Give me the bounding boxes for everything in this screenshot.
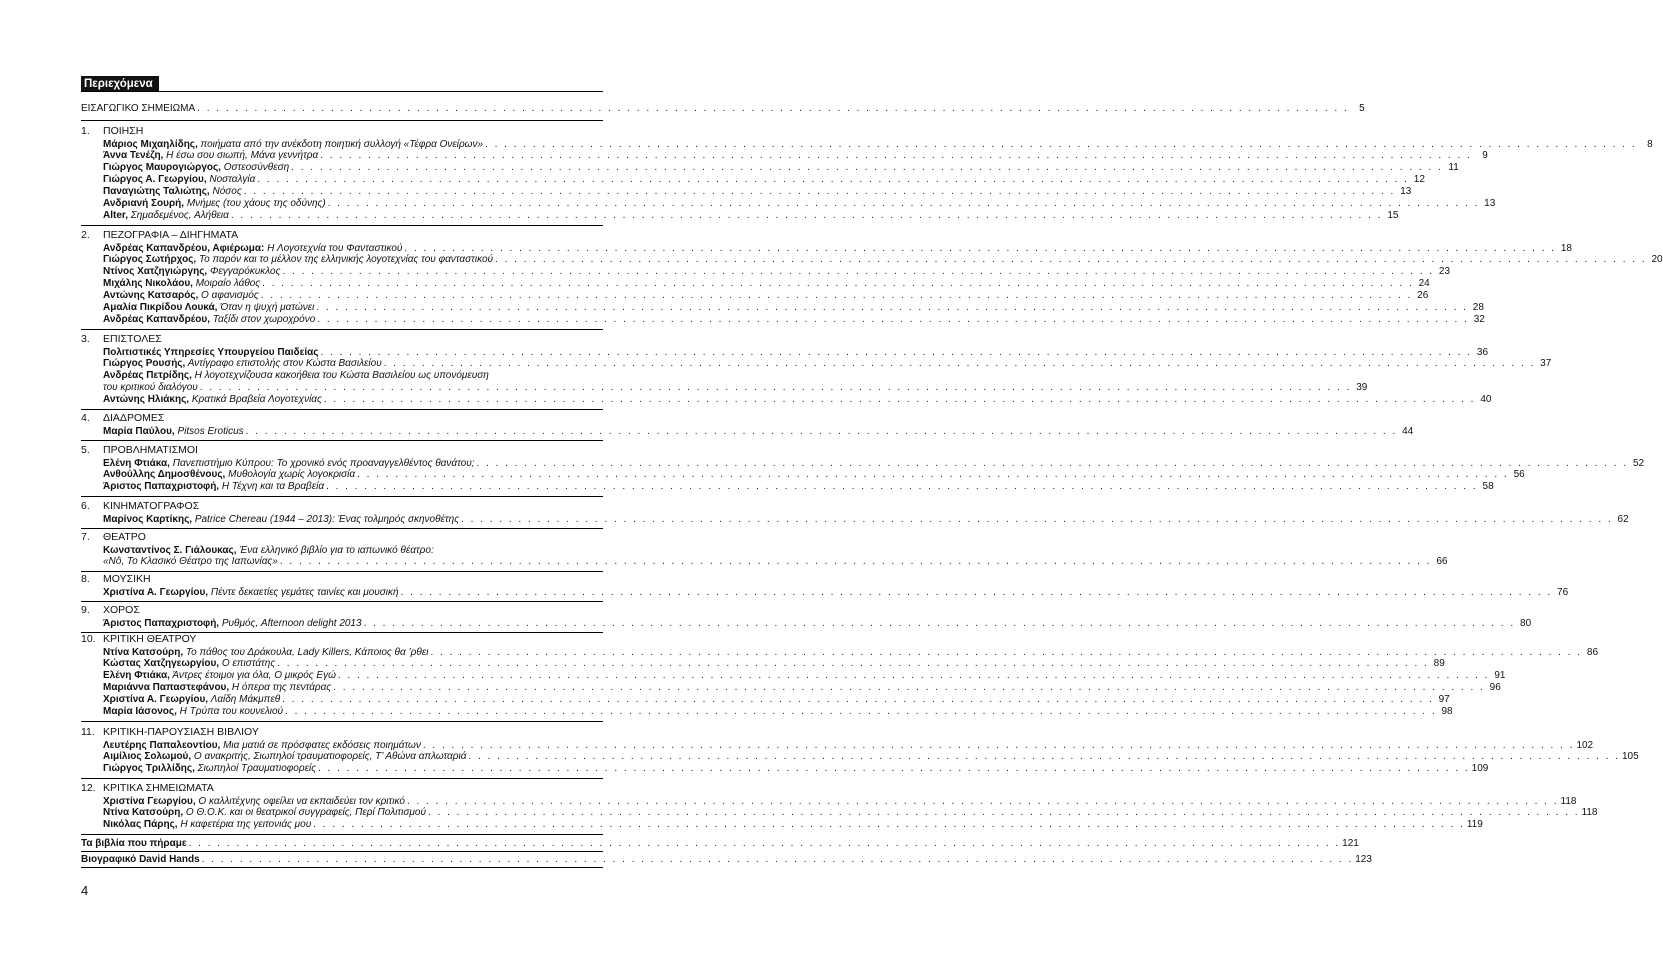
page-ref: 62 [1617, 513, 1629, 525]
entry-text [103, 740, 421, 752]
page-ref: 109 [1471, 763, 1489, 775]
entry-work: Ο Θ.Ο.Κ. και οι θεατρικοί συγγραφείς, Περί Πολιτισμού [183, 807, 426, 819]
entry-work: Κρατικά Βραβεία Λογοτεχνίας [189, 394, 322, 406]
page-ref: 8 [1647, 138, 1653, 150]
dot-leader [285, 706, 1437, 718]
entry-work: Η Τέχνη και τα Βραβεία [219, 481, 325, 493]
page-ref: 86 [1586, 646, 1599, 658]
section-title [81, 412, 164, 424]
entry-text [103, 358, 382, 370]
section-title [81, 726, 259, 738]
section-title [81, 782, 214, 794]
section-divider [81, 601, 603, 602]
entry-text [103, 198, 326, 210]
toc-entry [103, 739, 1594, 752]
page-ref: 52 [1632, 457, 1645, 469]
entry-work: Η λογοτεχνίζουσα κακοήθεια του Κώστα Βασιλείου ως υπονόμευση [191, 370, 489, 382]
page-ref: 91 [1494, 670, 1506, 682]
toc-entry [103, 198, 1496, 210]
page-ref: 98 [1441, 706, 1453, 717]
entry-text [103, 382, 198, 394]
toc-entry [103, 670, 1506, 682]
page-ref: 123 [1355, 854, 1372, 865]
section-divider [81, 440, 603, 441]
entry-text [103, 556, 278, 568]
page-ref: 96 [1489, 682, 1501, 694]
toc-entry [103, 254, 1663, 266]
entry-author: Ντίνα Κατσούρη, [103, 646, 184, 658]
entry-work: Η όπερα της πεντάρας [229, 682, 332, 694]
section-title [81, 444, 198, 456]
section-title [81, 604, 140, 616]
section-heading: ΔΙΑΔΡΟΜΕΣ [103, 412, 165, 424]
entry-author: Ντίνος Χατζηγιώργης, [103, 266, 208, 278]
entry-text [103, 174, 255, 186]
section-heading: ΧΟΡΟΣ [103, 604, 140, 616]
entry-author: Χριστίνα Α. Γεωργίου, [103, 694, 209, 706]
entry-author: Μιχάλης Νικολάου, [103, 278, 193, 290]
dot-leader [326, 481, 1478, 493]
page-ref: 121 [1342, 838, 1359, 849]
toc-entry [103, 646, 1599, 659]
entry-work: Ρυθμός, Afternoon delight 2013 [219, 617, 362, 629]
toc-entry [103, 346, 1489, 359]
section-heading: ΠΕΖΟΓΡΑΦΙΑ – ΔΙΗΓΗΜΑΤΑ [103, 229, 239, 241]
entry-text [103, 587, 399, 599]
entry-work: Ένα ελληνικό βιβλίο για το ιαπωνικό θέατρο: [236, 544, 434, 556]
entry-work: ποιήματα από την ανέκδοτη ποιητική συλλογή «Τέφρα Ονείρων» [197, 138, 484, 150]
section-number: 10. [81, 633, 96, 645]
section-title [81, 633, 196, 645]
entry-text [103, 370, 489, 382]
page-ref: 13 [1484, 198, 1496, 209]
page-ref: 39 [1356, 382, 1368, 394]
section-divider [81, 571, 603, 572]
entry-work: Μυθολογία χωρίς λογοκρισία [225, 469, 356, 481]
entry-author: Αμαλία Πικρίδου Λουκά, [103, 302, 218, 313]
section-title [81, 125, 143, 137]
toc-entry [103, 682, 1501, 694]
page-ref: 9 [1482, 150, 1488, 162]
dot-leader [262, 278, 1414, 290]
entry-work: Μοιραίο λάθος [192, 278, 261, 290]
section-number: 1. [81, 125, 90, 137]
entry-work: Ο επιστάτης [219, 658, 276, 670]
entry-work: Φεγγαρόκυκλος [207, 266, 281, 278]
section-divider [81, 225, 603, 226]
entry-author: Ανδρέας Πετρίδης, [103, 370, 192, 382]
entry-text: Βιογραφικό David Hands [81, 854, 200, 865]
entry-text [103, 819, 311, 831]
entry-work: Μνήμες (του χάους της οδύνης) [184, 198, 326, 209]
entry-work: Το πάθος του Δράκουλα, Lady Killers, Κάποιος θα ’ρθει [183, 646, 429, 658]
dot-leader [231, 210, 1383, 222]
entry-author: Μαρίνος Καρτίκης, [103, 513, 193, 525]
page-ref: 15 [1387, 209, 1399, 221]
page-ref: 13 [1400, 186, 1412, 198]
toc-entry [103, 425, 1414, 438]
entry-author: Αντώνης Κατσαρός, [103, 290, 199, 302]
toc-entry-intro [81, 103, 1365, 115]
toc-entry [103, 242, 1572, 255]
dot-leader [338, 670, 1490, 682]
dot-leader [277, 658, 1429, 670]
toc-entry-closing [81, 854, 1372, 866]
dot-leader [384, 358, 1536, 370]
entry-author: Ελένη Φτιάκα, [103, 457, 170, 469]
page-ref: 97 [1438, 694, 1450, 706]
toc-entry [103, 290, 1429, 302]
section-divider [81, 496, 603, 497]
toc-entry [103, 807, 1598, 819]
dot-leader [495, 254, 1647, 266]
toc-entry [103, 209, 1399, 222]
dot-leader [200, 382, 1352, 394]
page-ref: 118 [1581, 807, 1598, 819]
section-divider [81, 851, 603, 852]
entry-work: Νοσταλγία [206, 174, 256, 186]
entry-work: Patrice Chereau (1944 – 2013): Ένας τολμηρός σκηνοθέτης [192, 513, 460, 525]
section-number: 6. [81, 500, 90, 512]
entry-author: Άριστος Παπαχριστοφή, [103, 481, 220, 493]
dot-leader [282, 266, 1434, 278]
dot-leader [324, 394, 1476, 406]
entry-text [103, 150, 318, 162]
entry-work: Πανεπιστήμιο Κύπρου: Το χρονικό ενός προαναγγελθέντος θανάτου; [169, 457, 475, 469]
toc-entry [103, 763, 1489, 775]
entry-author: Νικόλας Πάρης, [103, 819, 178, 831]
intro-title: ΕΙΣΑΓΩΓΙΚΟ ΣΗΜΕΙΩΜΑ [81, 103, 196, 114]
toc-entry [103, 266, 1451, 278]
toc-entry [103, 617, 1532, 630]
page-ref: 105 [1622, 751, 1639, 763]
entry-author: Λευτέρης Παπαλεοντίου, [103, 739, 221, 751]
entry-work: του κριτικού διαλόγου [103, 382, 198, 394]
entry-author: Αιμίλιος Σολωμού, [103, 751, 192, 763]
entry-author: Γιώργος Τριλλίδης, [103, 763, 195, 775]
entry-author: Χριστίνα Γεωργίου, [103, 795, 196, 807]
toc-entry [103, 751, 1639, 763]
dot-leader [320, 150, 1472, 162]
page-ref: 102 [1576, 739, 1594, 751]
section-heading: ΚΡΙΤΙΚΗ ΘΕΑΤΡΟΥ [103, 633, 197, 645]
dot-leader [316, 302, 1468, 314]
toc-entry [103, 795, 1577, 808]
entry-text [103, 302, 314, 314]
section-title [81, 531, 146, 543]
toc-entry [103, 382, 1368, 394]
toc-entry-closing [81, 838, 1359, 850]
entry-text [103, 618, 362, 630]
section-number: 11. [81, 726, 95, 738]
entry-work: Ο καλλιτέχνης οφείλει να εκπαιδεύει τον κριτικό [195, 795, 405, 807]
entry-work: «Νô, Το Κλασικό Θέατρο της Ιαπωνίας» [103, 556, 278, 568]
toc-entry [103, 706, 1453, 718]
dot-leader [468, 751, 1620, 763]
toc-heading: Περιεχόμενα [81, 76, 159, 92]
entry-author: Παναγιώτης Ταλιώτης, [103, 186, 210, 198]
toc-entry [103, 394, 1492, 406]
entry-text [103, 647, 428, 659]
entry-author: Ανθούλλης Δημοσθένους, [103, 469, 226, 481]
toc-entry [103, 819, 1483, 831]
heading-rule [81, 91, 603, 92]
section-heading: ΠΡΟΒΛΗΜΑΤΙΣΜΟΙ [103, 444, 198, 456]
toc-entry [103, 694, 1450, 706]
dot-leader [485, 139, 1637, 151]
section-number: 8. [81, 573, 90, 585]
entry-text [103, 545, 434, 557]
entry-author: Άννα Τενέζη, [103, 150, 164, 162]
entry-work: Πέντε δεκαετίες γεμάτες ταινίες και μουσική [208, 586, 399, 598]
section-heading: ΚΡΙΤΙΚΗ-ΠΑΡΟΥΣΙΑΣΗ ΒΙΒΛΙΟΥ [103, 726, 259, 738]
entry-author: Ανδριανή Σουρή, [103, 198, 185, 209]
entry-work: Ο αφανισμός [198, 290, 259, 302]
entry-text [103, 243, 402, 255]
entry-text [103, 670, 336, 682]
entry-text [103, 682, 331, 694]
dot-leader [423, 740, 1575, 752]
entry-work: Η καφετέρια της γειτονιάς μου [177, 819, 312, 831]
toc-entry [103, 556, 1448, 568]
page-ref: 36 [1476, 346, 1489, 358]
entry-text [103, 694, 280, 706]
entry-author: Ντίνα Κατσούρη, [103, 807, 184, 819]
entry-author: Γιώργος Σωτήρχος, [103, 254, 197, 266]
section-divider [81, 721, 603, 722]
page-ref: 40 [1480, 394, 1492, 406]
entry-author: Ανδρέας Καπανδρέου, Αφιέρωμα: [103, 242, 265, 254]
page-ref: 76 [1557, 586, 1569, 598]
entry-author: Μαριάννα Παπαστεφάνου, [103, 682, 230, 694]
entry-work: Η Λογοτεχνία του Φανταστικού [264, 242, 403, 254]
section-divider [81, 867, 603, 868]
page-ref: 20 [1651, 254, 1663, 266]
entry-author: Ανδρέας Καπανδρέου, [103, 313, 210, 325]
dot-leader [401, 587, 1553, 599]
section-number: 3. [81, 333, 90, 345]
entry-author: Πολιτιστικές Υπηρεσίες Υπουργείου Παιδείας [103, 346, 319, 358]
entry-work: Μια ματιά σε πρόσφατες εκδόσεις ποιημάτων [220, 739, 421, 751]
dot-leader [430, 647, 1582, 659]
toc-entry [103, 174, 1425, 186]
dot-leader [257, 174, 1409, 186]
toc-entry [103, 138, 1653, 151]
section-title [81, 333, 162, 345]
dot-leader [189, 838, 1341, 850]
section-divider [81, 778, 603, 779]
page-ref: 24 [1418, 278, 1430, 290]
page-ref: 5 [1359, 103, 1365, 114]
page-number: 4 [81, 883, 89, 898]
entry-author: Γιώργος Μαυρογιώργος, [103, 162, 221, 174]
toc-entry [103, 278, 1430, 290]
page-ref: 66 [1436, 556, 1448, 568]
toc-entry [103, 313, 1485, 326]
toc-entry [103, 469, 1525, 481]
toc-entry [103, 457, 1645, 470]
dot-leader [407, 796, 1559, 808]
entry-work: Όταν η ψυχή ματώνει [217, 302, 315, 313]
entry-work: Σημαδεμένος, Αλήθεια [128, 209, 229, 221]
page-ref: 56 [1513, 469, 1525, 481]
entry-author: Alter, [103, 209, 129, 221]
entry-author: Κωνσταντίνος Σ. Γιάλουκας, [103, 544, 237, 556]
section-heading: ΠΟΙΗΣΗ [103, 125, 144, 137]
entry-work: Η έσω σου σιωπή, Μάνα γεννήτρα [163, 150, 319, 162]
entry-work: Νόσος [209, 186, 242, 198]
section-number: 9. [81, 604, 90, 616]
section-heading: ΕΠΙΣΤΟΛΕΣ [103, 333, 162, 345]
entry-work: Αντίγραφο επιστολής στον Κώστα Βασιλείου [185, 358, 382, 370]
toc-entry [103, 586, 1569, 599]
section-divider [81, 120, 603, 121]
entry-work: Οστεοσύνθεση [220, 162, 290, 174]
entry-text [103, 763, 316, 775]
entry-text [103, 796, 405, 808]
entry-author: Χριστίνα Α. Γεωργίου, [103, 586, 209, 598]
entry-work: Άντρες έτοιμοι για όλα, Ο μικρός Εγώ [169, 670, 336, 682]
entry-text [103, 514, 459, 526]
section-title [81, 500, 199, 512]
dot-leader [461, 514, 1613, 526]
entry-author: Μαρία Ιάσονος, [103, 706, 177, 717]
section-divider [81, 528, 603, 529]
toc-entry [103, 658, 1445, 670]
page-ref: 80 [1520, 617, 1532, 629]
entry-author: Μάριος Μιχαηλίδης, [103, 138, 198, 150]
entry-author: Ελένη Φτιάκα, [103, 670, 170, 682]
entry-author: Άριστος Παπαχριστοφή, [103, 617, 220, 629]
page-ref: 37 [1540, 358, 1552, 370]
entry-text [103, 139, 483, 151]
entry-text [103, 751, 466, 763]
dot-leader [477, 458, 1629, 470]
entry-author: Μαρία Παύλου, [103, 425, 175, 437]
entry-text [103, 394, 322, 406]
dot-leader [404, 243, 1556, 255]
entry-text [103, 481, 324, 493]
entry-author: Κώστας Χατζηγεωργίου, [103, 658, 220, 670]
toc-entry [103, 302, 1484, 314]
page-ref: 26 [1417, 290, 1429, 302]
section-number: 5. [81, 444, 90, 456]
dot-leader [428, 807, 1580, 819]
dot-leader [317, 314, 1469, 326]
entry-text [103, 290, 259, 302]
entry-work: Η Τρύπα του κουνελιού [176, 706, 284, 717]
dot-leader [333, 682, 1485, 694]
toc-entry [103, 370, 599, 382]
page-ref: 32 [1473, 313, 1485, 325]
toc-entry [103, 545, 599, 557]
entry-author: Γιώργος Ρουσής, [103, 358, 186, 370]
toc-entry [103, 513, 1629, 526]
section-title [81, 229, 238, 241]
entry-author: Γιώργος Α. Γεωργίου, [103, 174, 207, 186]
entry-text [103, 469, 355, 481]
entry-text [103, 162, 289, 174]
entry-text [103, 278, 260, 290]
dot-leader [244, 186, 1396, 198]
entry-text [103, 426, 244, 438]
dot-leader [282, 694, 1434, 706]
page-ref: 89 [1433, 658, 1445, 670]
dot-leader [328, 198, 1480, 210]
entry-text [103, 186, 242, 198]
section-divider [81, 834, 603, 835]
section-number: 2. [81, 229, 90, 241]
entry-work: Λαίδη Μάκμπεθ [208, 694, 281, 706]
entry-text [103, 658, 275, 670]
page-ref: 44 [1402, 425, 1414, 437]
page-ref: 12 [1413, 174, 1425, 186]
dot-leader [320, 347, 1472, 359]
dot-leader [357, 469, 1509, 481]
entry-text: Τα βιβλία που πήραμε [81, 838, 187, 849]
page-ref: 23 [1438, 266, 1451, 278]
section-heading: ΚΙΝΗΜΑΤΟΓΡΑΦΟΣ [103, 500, 200, 512]
page-ref: 119 [1466, 819, 1483, 831]
dot-leader [291, 162, 1443, 174]
entry-work: Ο ανακριτής, Σιωπηλοί τραυματιοφορείς, Τ’ Αθώνα απλωταριά [191, 751, 467, 763]
entry-author: Αντώνης Ηλιάκης, [103, 394, 190, 406]
dot-leader [202, 854, 1354, 866]
dot-leader [313, 819, 1465, 831]
entry-text [103, 210, 229, 222]
entry-text [103, 266, 280, 278]
section-number: 12. [81, 782, 96, 794]
entry-work: Το παρόν και το μέλλον της ελληνικής λογοτεχνίας του φανταστικού [196, 254, 494, 266]
dot-leader [364, 618, 1516, 630]
page-ref: 118 [1560, 795, 1577, 807]
dot-leader [197, 103, 1349, 115]
toc-entry [103, 150, 1488, 162]
dot-leader [318, 763, 1470, 775]
dot-leader [246, 426, 1398, 438]
page-ref: 18 [1560, 242, 1572, 254]
page-ref: 58 [1482, 481, 1494, 493]
toc-entry [103, 481, 1494, 493]
toc-entry [103, 162, 1459, 174]
entry-work: Ταξίδι στον χωροχρόνο [210, 313, 316, 325]
entry-work: Pitsos Eroticus [174, 425, 244, 437]
section-title [81, 573, 151, 585]
section-heading: ΜΟΥΣΙΚΗ [103, 573, 151, 585]
entry-text [103, 347, 318, 359]
section-divider [81, 329, 603, 330]
toc-entry [103, 186, 1412, 198]
entry-text [103, 254, 493, 266]
dot-leader [280, 556, 1432, 568]
page-ref: 28 [1472, 302, 1484, 313]
entry-text [103, 314, 315, 326]
page-ref: 11 [1448, 162, 1459, 174]
entry-work: Σιωπηλοί Τραυματιοφορείς [194, 763, 317, 775]
entry-text [103, 706, 283, 718]
section-number: 7. [81, 531, 90, 543]
dot-leader [261, 290, 1413, 302]
section-divider [81, 409, 603, 410]
section-heading: ΚΡΙΤΙΚΑ ΣΗΜΕΙΩΜΑΤΑ [103, 782, 214, 794]
section-heading: ΘΕΑΤΡΟ [103, 531, 146, 543]
toc-entry [103, 358, 1552, 370]
section-number: 4. [81, 412, 90, 424]
entry-text [103, 807, 426, 819]
entry-text [103, 458, 475, 470]
